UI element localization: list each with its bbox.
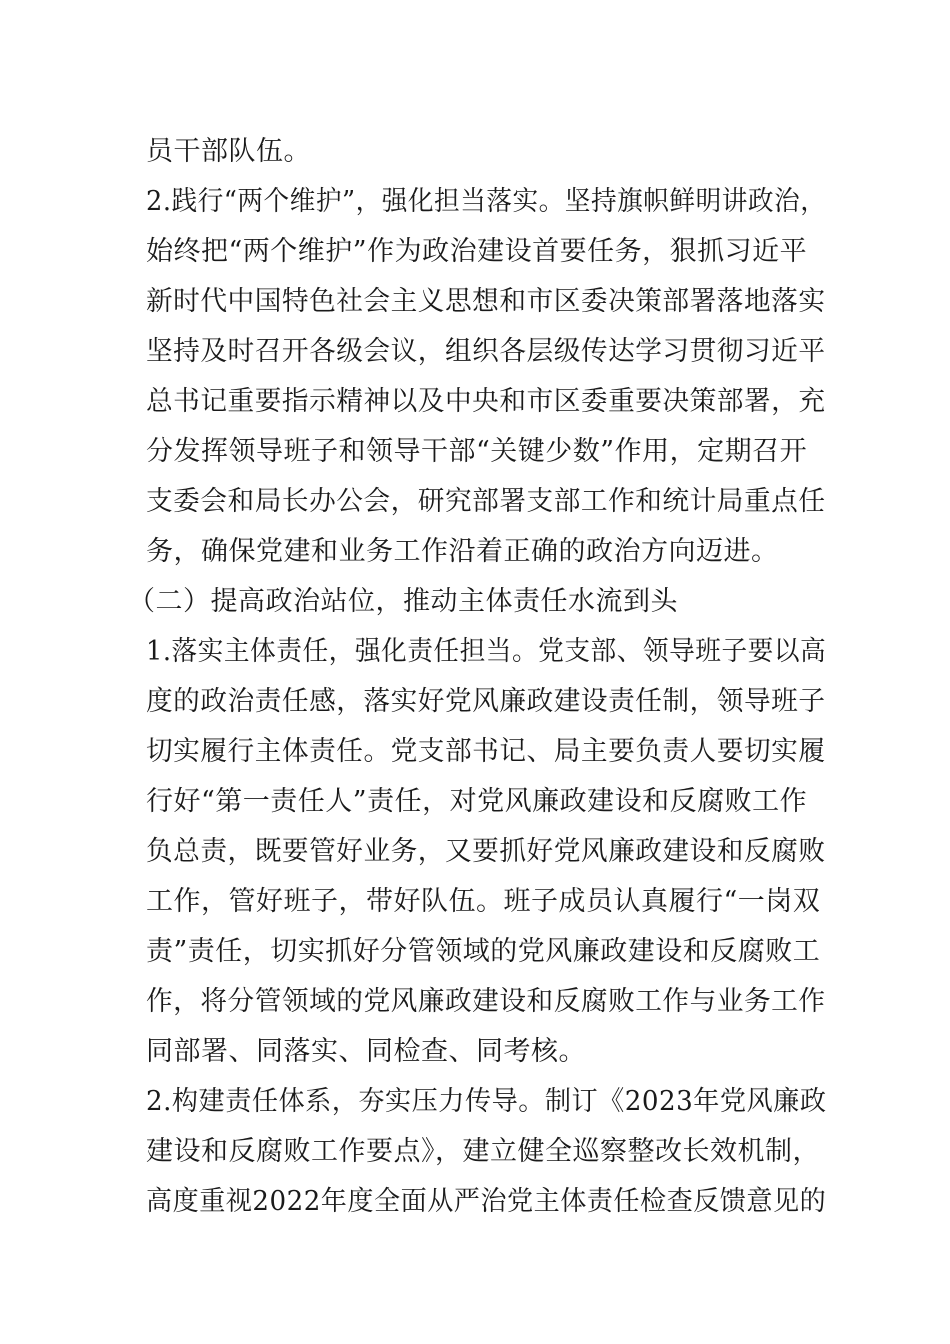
text-line: 1.落实主体责任，强化责任担当。党支部、领导班子要以高 <box>146 636 827 667</box>
text-line: 同部署、同落实、同检查、同考核。 <box>146 1036 586 1067</box>
text-line: 坚持及时召开各级会议，组织各层级传达学习贯彻习近平 <box>146 336 826 367</box>
text-line: 支委会和局长办公会，研究部署支部工作和统计局重点任 <box>146 486 826 517</box>
text-line: 度的政治责任感，落实好党风廉政建设责任制，领导班子 <box>146 686 826 717</box>
text-line: 工作，管好班子，带好队伍。班子成员认真履行“一岗双 <box>146 886 821 917</box>
text-line: 负总责，既要管好业务，又要抓好党风廉政建设和反腐败 <box>146 836 826 867</box>
text-line: 切实履行主体责任。党支部书记、局主要负责人要切实履 <box>146 736 826 767</box>
text-line: 2.践行“两个维护”，强化担当落实。坚持旗帜鲜明讲政治， <box>146 186 827 217</box>
section-heading: （二）提高政治站位，推动主体责任水流到头 <box>128 586 678 617</box>
text-line: 高度重视2022年度全面从严治党主体责任检查反馈意见的 <box>146 1186 827 1217</box>
text-line: 始终把“两个维护”作为政治建设首要任务，狠抓习近平 <box>146 236 808 267</box>
text-line: 建设和反腐败工作要点》，建立健全巡察整改长效机制， <box>146 1136 820 1167</box>
text-line: 责”责任，切实抓好分管领域的党风廉政建设和反腐败工 <box>146 936 821 967</box>
text-line: 2.构建责任体系，夯实压力传导。制订《2023年党风廉政 <box>146 1086 827 1117</box>
text-line: 总书记重要指示精神以及中央和市区委重要决策部署，充 <box>146 386 826 417</box>
text-line: 分发挥领导班子和领导干部“关键少数”作用，定期召开 <box>146 436 808 467</box>
text-line: 新时代中国特色社会主义思想和市区委决策部署落地落实 <box>146 286 826 317</box>
text-line: 务，确保党建和业务工作沿着正确的政治方向迈进。 <box>146 536 779 567</box>
text-line: 作，将分管领域的党风廉政建设和反腐败工作与业务工作 <box>146 986 826 1017</box>
text-line: 行好“第一责任人”责任，对党风廉政建设和反腐败工作 <box>146 786 808 817</box>
text-line: 员干部队伍。 <box>146 136 311 167</box>
